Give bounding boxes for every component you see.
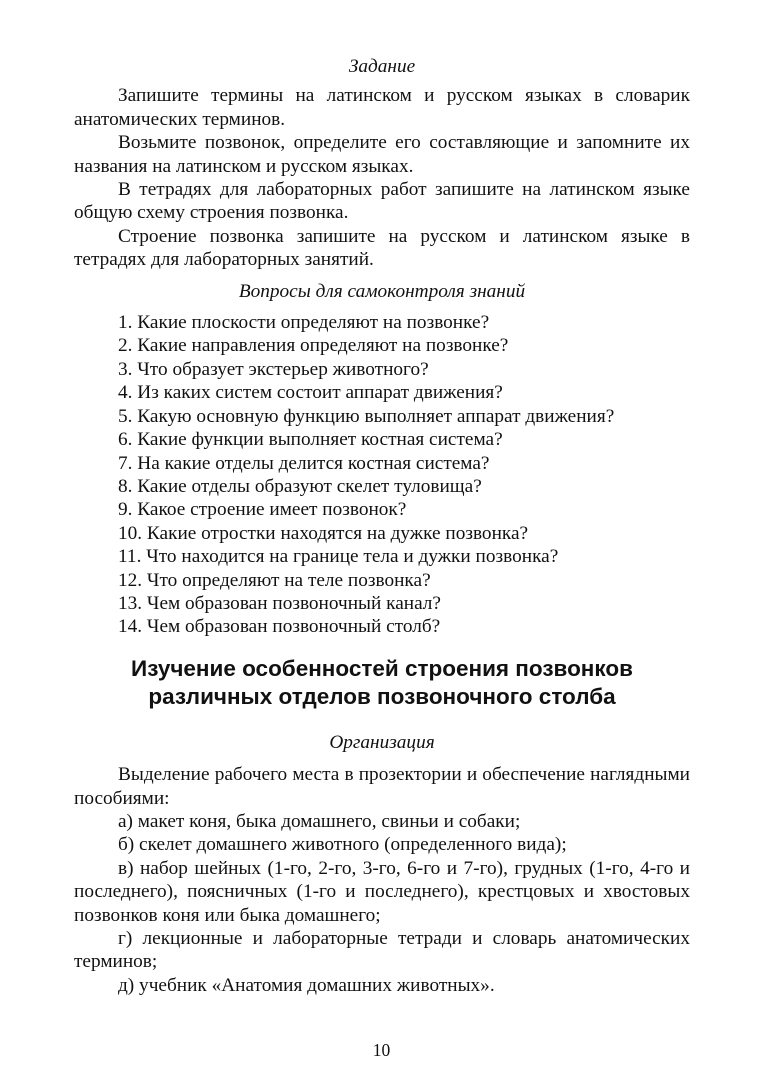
questions-list [74,311,690,639]
organization-item: б) скелет домашнего животного (определенного вида); [118,834,567,856]
question-item: 13. Чем образован позвоночный канал? [118,592,441,614]
question-item: 4. Из каких систем состоит аппарат движения? [118,382,503,404]
question-item: 8. Какие отделы образуют скелет туловища? [118,475,482,497]
question-item: 14. Чем образован позвоночный столб? [118,616,441,638]
questions-title: Вопросы для самоконтроля знаний [238,280,526,302]
task-paragraph: Возьмите позвонок, определите его составляющие и запомните их названия на латинском и русском языках. [74,132,690,177]
organization-intro: Выделение рабочего места в прозектории и обеспечение наглядными пособиями: [74,764,690,809]
page-number: 10 [372,1040,391,1060]
section-heading-line1: Изучение особенностей строения позвонков [131,655,633,681]
document-page [74,55,690,997]
question-item: 2. Какие направления определяют на позвонке? [118,335,509,357]
organization-title: Организация [329,731,435,753]
question-item: 12. Что определяют на теле позвонка? [118,569,431,591]
organization-item: в) набор шейных (1-го, 2-го, 3-го, 6-го и 7-го), грудных (1-го, 4-го и последнего), поясничных (1-го и последнего), крестцовых и хвостовых позвонков коня или быка домашнего; [74,857,690,926]
task-paragraph: Запишите термины на латинском и русском языках в словарик анатомических терминов. [74,85,690,130]
question-item: 9. Какое строение имеет позвонок? [118,499,407,521]
task-paragraph: Строение позвонка запишите на русском и латинском языке в тетрадях для лабораторных занятий. [74,225,690,271]
section-heading-line2: различных отделов позвоночного столба [148,683,616,709]
organization-item: г) лекционные и лабораторные тетради и словарь анатомических терминов; [74,928,690,973]
question-item: 7. На какие отделы делится костная система? [118,452,490,474]
question-item: 10. Какие отростки находятся на дужке позвонка? [118,522,529,544]
organization-item: а) макет коня, быка домашнего, свиньи и собаки; [118,810,521,832]
question-item: 6. Какие функции выполняет костная система? [118,429,503,451]
question-item: 3. Что образует экстерьер животного? [118,358,429,380]
section-heading [74,655,690,711]
question-item: 11. Что находится на границе тела и дужки позвонка? [118,546,559,568]
task-title: Задание [348,56,416,77]
organization-item: д) учебник «Анатомия домашних животных». [118,974,495,996]
question-item: 1. Какие плоскости определяют на позвонке? [118,312,490,334]
task-paragraph: В тетрадях для лабораторных работ запишите на латинском языке общую схему строения позвонка. [74,179,690,224]
question-item: 5. Какую основную функцию выполняет аппарат движения? [118,405,615,427]
